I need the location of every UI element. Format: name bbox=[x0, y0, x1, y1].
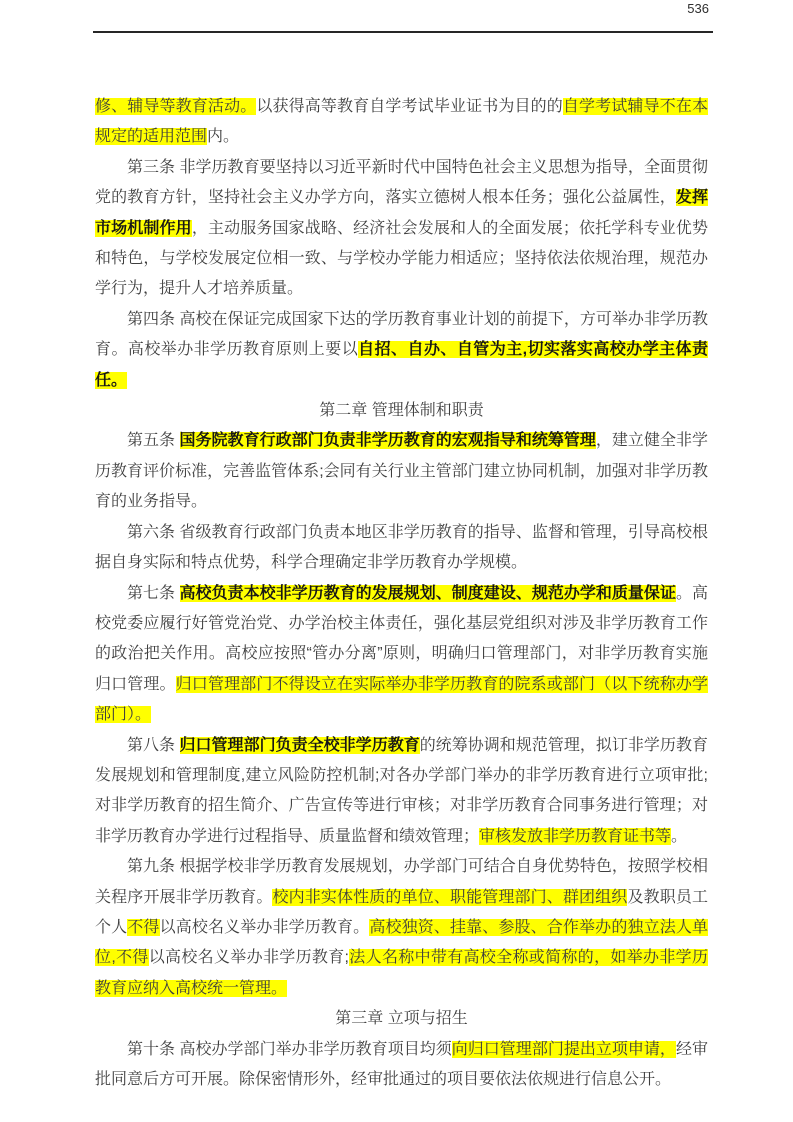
paragraph bbox=[95, 852, 708, 1004]
text-run: ，建立健全非学历教育评价标准，完善监管体系;会同有关行业主管部门建立协同机制，加强对非学历教育的业务指导。 bbox=[95, 432, 708, 511]
highlighted-text: 高校负责本校非学历教育的发展规划、制度建设、规范办学和质量保证 bbox=[179, 584, 676, 602]
text-run: 第七条 bbox=[127, 584, 180, 602]
highlighted-text: 不得 bbox=[127, 918, 160, 936]
document-content bbox=[95, 92, 708, 1095]
highlighted-text: 自招、自办、自管为主,切实落实高校办学主体责任。 bbox=[95, 341, 708, 389]
text-run: 第九条 根据学校非学历教育发展规划，办学部门可结合自身优势特色，按照学校相关程序开展非学历教育。 bbox=[95, 858, 708, 906]
text-run: 以高校名义举办非学历教育。 bbox=[159, 918, 370, 936]
text-run: 第十条 高校办学部门举办非学历教育项目均须 bbox=[127, 1040, 452, 1058]
highlighted-text: 自学考试辅导不在本规定的适用范围 bbox=[95, 98, 708, 146]
text-run: 第三条 非学历教育要坚持以习近平新时代中国特色社会主义思想为指导，全面贯彻党的教育方针，坚持社会主义办学方向，落实立德树人根本任务；强化公益属性， bbox=[95, 158, 708, 207]
highlighted-text: 修、辅导等教育活动。 bbox=[95, 98, 257, 115]
paragraph bbox=[95, 731, 708, 853]
text-run: 及教职员工个人 bbox=[95, 888, 708, 936]
text-run: 第五条 bbox=[127, 432, 180, 450]
page-number: 536 bbox=[687, 1, 709, 16]
highlighted-text: 国务院教育行政部门负责非学历教育的宏观指导和统筹管理 bbox=[179, 432, 596, 450]
text-run: 内。 bbox=[207, 128, 240, 146]
text-run: 。高校党委应履行好管党治党、办学治校主体责任，强化基层党组织对涉及非学历教育工作的政治把关作用。高校应按照“管办分离”原则，明确归口管理部门，对非学历教育实施归口管理。 bbox=[95, 584, 708, 693]
paragraph bbox=[95, 426, 708, 517]
highlighted-text: 高校独资、挂靠、参股、合作举办的独立法人单位,不得 bbox=[95, 918, 708, 967]
highlighted-text: 归口管理部门负责全校非学历教育 bbox=[179, 736, 420, 754]
text-run: 第八条 bbox=[127, 736, 180, 754]
text-run: 以获得高等教育自学考试毕业证书为目的的 bbox=[256, 98, 563, 115]
text-run: 的统筹协调和规范管理，拟订非学历教育发展规划和管理制度,建立风险防控机制;对各办学部门举办的非学历教育进行立项审批;对非学历教育的招生简介、广告宣传等进行审核；对非学历教育合同事务进行管理；对非学历教育办学进行过程指导、质量监督和绩效管理； bbox=[95, 736, 708, 845]
highlighted-text: 校内非实体性质的单位、职能管理部门、群团组织 bbox=[272, 888, 628, 906]
highlighted-text: 审核发放非学历教育证书等 bbox=[479, 827, 672, 845]
paragraph bbox=[95, 153, 708, 305]
paragraph bbox=[95, 579, 708, 731]
text-run: 经审批同意后方可开展。除保密情形外，经审批通过的项目要依法依规进行信息公开。 bbox=[95, 1040, 708, 1088]
paragraph bbox=[95, 1035, 708, 1096]
chapter-heading bbox=[95, 1004, 708, 1034]
paragraph bbox=[95, 92, 708, 153]
text-run: 第三章 立项与招生 bbox=[335, 1010, 468, 1028]
text-run: 第四条 高校在保证完成国家下达的学历教育事业计划的前提下，方可举办非学历教育。高校举办非学历教育原则上要以 bbox=[95, 310, 708, 359]
text-run: 以高校名义举办非学历教育; bbox=[148, 949, 349, 967]
text-run: 第二章 管理体制和职责 bbox=[319, 402, 484, 420]
highlighted-text: 归口管理部门不得设立在实际举办非学历教育的院系或部门（以下统称办学部门）。 bbox=[95, 675, 708, 724]
highlighted-text: 向归口管理部门提出立项申请， bbox=[451, 1040, 676, 1058]
paragraph bbox=[95, 305, 708, 396]
text-run: ，主动服务国家战略、经济社会发展和人的全面发展；依托学科专业优势和特色，与学校发展定位相一致、与学校办学能力相适应；坚持依法依规治理，规范办学行为，提升人才培养质量。 bbox=[95, 219, 708, 298]
paragraph bbox=[95, 518, 708, 579]
header-divider bbox=[93, 31, 713, 33]
chapter-heading bbox=[95, 396, 708, 426]
text-run: 。 bbox=[671, 827, 688, 845]
text-run: 第六条 省级教育行政部门负责本地区非学历教育的指导、监督和管理，引导高校根据自身实际和特点优势，科学合理确定非学历教育办学规模。 bbox=[95, 523, 708, 572]
highlighted-text: 法人名称中带有高校全称或简称的，如举办非学历教育应纳入高校统一管理。 bbox=[95, 949, 708, 997]
highlighted-text: 发挥市场机制作用 bbox=[95, 189, 708, 237]
